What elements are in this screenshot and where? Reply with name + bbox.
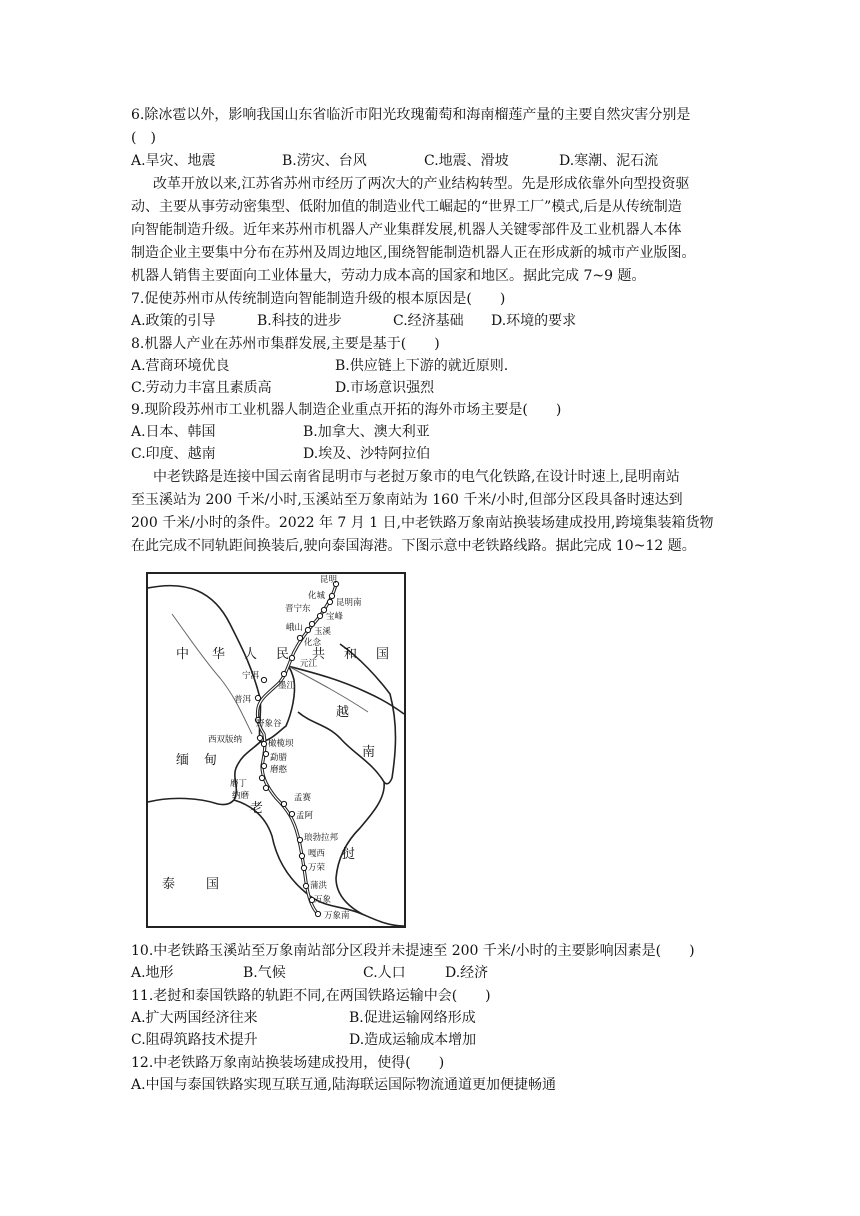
station-vientiane-south	[315, 910, 350, 921]
svg-text:磨丁: 磨丁	[230, 779, 248, 789]
map-label-hua: 华	[212, 647, 226, 662]
q11-option-c[interactable]: C.阻碍筑路技术提升	[131, 1032, 258, 1048]
station-kasi	[299, 848, 325, 859]
railway-map-svg	[148, 574, 404, 926]
map-label-yue: 越	[336, 705, 350, 720]
map-label-lao: 老	[250, 801, 264, 816]
station-yexianggu	[255, 717, 282, 729]
svg-text:西双版纳: 西双版纳	[208, 735, 243, 745]
svg-text:万象: 万象	[314, 895, 332, 905]
q9-option-d[interactable]: D.埃及、沙特阿拉伯	[303, 446, 431, 462]
station-luang-prabang	[297, 832, 338, 843]
svg-text:万荣: 万荣	[308, 863, 326, 873]
q8-option-b[interactable]: B.供应链上下游的就近原则.	[335, 358, 509, 374]
svg-text:峨山: 峨山	[286, 623, 304, 633]
q6-option-a[interactable]: A.旱灾、地震	[131, 153, 216, 169]
map-label-gong: 共	[312, 647, 326, 662]
svg-text:宁洱: 宁洱	[242, 671, 260, 681]
q7-option-c[interactable]: C.经济基础	[393, 313, 464, 329]
china-laos-railway-map	[146, 572, 406, 928]
map-label-nan: 南	[362, 745, 376, 760]
svg-text:昆明南: 昆明南	[336, 598, 362, 608]
q9-stem: 9.现阶段苏州市工业机器人制造企业重点开拓的海外市场主要是( )	[131, 402, 562, 418]
q10-stem: 10.中老铁路玉溪站至万象南站部分区段并未提速至 200 千米/小时的主要影响因素是( )	[131, 943, 695, 959]
svg-text:宝峰: 宝峰	[326, 612, 344, 622]
station-yuxi	[305, 626, 331, 637]
q6-option-d[interactable]: D.寒潮、泥石流	[559, 153, 659, 169]
svg-text:孟阿: 孟阿	[296, 811, 314, 821]
map-label-min: 民	[276, 647, 290, 662]
passage1-line2: 动、主要从事劳动密集型、低附加值的制造业代工崛起的“世界工厂”模式,后是从传统制造	[131, 199, 682, 215]
river-mekong	[172, 614, 252, 734]
border-china-myanmar	[148, 586, 261, 742]
station-ninger	[242, 670, 267, 683]
q7-option-d[interactable]: D.环境的要求	[491, 313, 577, 329]
map-label-guo-thai: 国	[206, 877, 220, 892]
station-kunming	[320, 575, 339, 587]
q12-stem: 12.中老铁路万象南站换装场建成投用，使得( )	[131, 1055, 445, 1071]
station-mengla	[263, 751, 287, 763]
passage1-line5: 机器人销售主要面向工业体量大，劳动力成本高的国家和地区。据此完成 7~9 题。	[131, 268, 646, 284]
svg-text:元江: 元江	[300, 659, 318, 669]
svg-text:普洱: 普洱	[234, 695, 252, 705]
svg-text:嘎西: 嘎西	[308, 849, 326, 859]
passage1-line4: 制造企业主要集中分布在苏州及周边地区,围绕智能制造机器人正在形成新的城市产业版图。	[131, 245, 696, 261]
map-label-dian: 甸	[204, 753, 218, 768]
svg-text:万象南: 万象南	[324, 911, 350, 921]
svg-text:化念: 化念	[304, 638, 322, 648]
station-xishuangbanna	[208, 734, 263, 745]
q9-option-a[interactable]: A.日本、韩国	[131, 424, 216, 440]
svg-text:纳磨: 纳磨	[232, 791, 250, 801]
passage2-line4: 在此完成不同轨距间换装后,驶向泰国海港。下图示意中老铁路线路。据此完成 10~12 题。	[131, 538, 696, 554]
svg-text:墨江: 墨江	[278, 681, 296, 691]
q6-stem-line1: 6.除冰雹以外，影响我国山东省临沂市阳光玫瑰葡萄和海南榴莲产量的主要自然灾害分别是	[131, 107, 691, 123]
passage1-line1: 改革开放以来,江苏省苏州市经历了两次大的产业结构转型。先是形成依靠外向型投资驱	[153, 176, 690, 192]
q6-stem-line2: ( )	[131, 130, 156, 146]
svg-text:野象谷: 野象谷	[256, 719, 282, 729]
q10-option-d[interactable]: D.经济	[445, 965, 489, 981]
map-label-he: 和	[344, 647, 358, 662]
q6-option-b[interactable]: B.涝灾、台风	[282, 153, 367, 169]
passage2-line3: 200 千米/小时的条件。2022 年 7 月 1 日,中老铁路万象南站换装场建成投用,跨境集装箱货物	[131, 515, 714, 531]
map-label-guo-china: 国	[376, 647, 390, 662]
q11-option-d[interactable]: D.造成运输成本增加	[349, 1032, 477, 1048]
q7-option-b[interactable]: B.科技的进步	[257, 313, 342, 329]
map-label-tai: 泰	[162, 877, 176, 892]
q9-option-b[interactable]: B.加拿大、澳大利亚	[303, 424, 430, 440]
svg-text:玉溪: 玉溪	[314, 627, 332, 637]
q11-option-b[interactable]: B.促进运输网络形成	[349, 1010, 476, 1026]
q10-option-c[interactable]: C.人口	[363, 965, 406, 981]
q6-option-c[interactable]: C.地震、滑坡	[424, 153, 509, 169]
svg-text:磨憨: 磨憨	[270, 765, 288, 775]
map-label-zhong: 中	[176, 647, 190, 662]
passage1-line3: 向智能制造升级。近年来苏州市机器人产业集群发展,机器人关键零部件及工业机器人本体	[131, 222, 682, 238]
q8-stem: 8.机器人产业在苏州市集群发展,主要是基于( )	[131, 336, 440, 352]
station-mohan	[261, 763, 287, 775]
station-puer	[234, 694, 261, 705]
q8-option-c[interactable]: C.劳动力丰富且素质高	[131, 380, 272, 396]
svg-text:孟赛: 孟赛	[294, 793, 312, 803]
svg-text:蒲洪: 蒲洪	[310, 881, 328, 891]
q7-option-a[interactable]: A.政策的引导	[131, 313, 216, 329]
svg-text:橄榄坝: 橄榄坝	[268, 739, 294, 749]
svg-text:化城: 化城	[308, 591, 326, 601]
river-yuan	[288, 666, 368, 712]
passage2-line2: 至玉溪站为 200 千米/小时,玉溪站至万象南站为 160 千米/小时,但部分区段具备时速达到	[131, 492, 683, 508]
svg-text:晋宁东: 晋宁东	[285, 604, 311, 614]
station-mengsai	[281, 792, 311, 807]
passage2-line1: 中老铁路是连接中国云南省昆明市与老挝万象市的电气化铁路,在设计时速上,昆明南站	[153, 469, 680, 485]
map-label-ren: 人	[244, 647, 258, 662]
map-label-mian: 缅	[176, 753, 190, 768]
q8-option-a[interactable]: A.营商环境优良	[131, 358, 230, 374]
svg-text:琅勃拉邦: 琅勃拉邦	[304, 833, 339, 843]
svg-text:勐腊: 勐腊	[270, 753, 288, 763]
q11-stem: 11.老挝和泰国铁路的轨距不同,在两国铁路运输中会( )	[131, 988, 491, 1004]
q12-option-a[interactable]: A.中国与泰国铁路实现互联互通,陆海联运国际物流通道更加便捷畅通	[131, 1077, 557, 1093]
svg-text:昆明: 昆明	[320, 575, 338, 585]
border-thailand-west	[148, 798, 234, 804]
map-label-wo: 挝	[342, 847, 356, 862]
q7-stem: 7.促使苏州市从传统制造向智能制造升级的根本原因是( )	[131, 291, 506, 307]
q9-option-c[interactable]: C.印度、越南	[131, 446, 216, 462]
q11-option-a[interactable]: A.扩大两国经济往来	[131, 1010, 258, 1026]
station-jinning-east	[285, 603, 327, 614]
q8-option-d[interactable]: D.市场意识强烈	[335, 380, 435, 396]
q10-option-a[interactable]: A.地形	[131, 965, 174, 981]
q10-option-b[interactable]: B.气候	[243, 965, 286, 981]
